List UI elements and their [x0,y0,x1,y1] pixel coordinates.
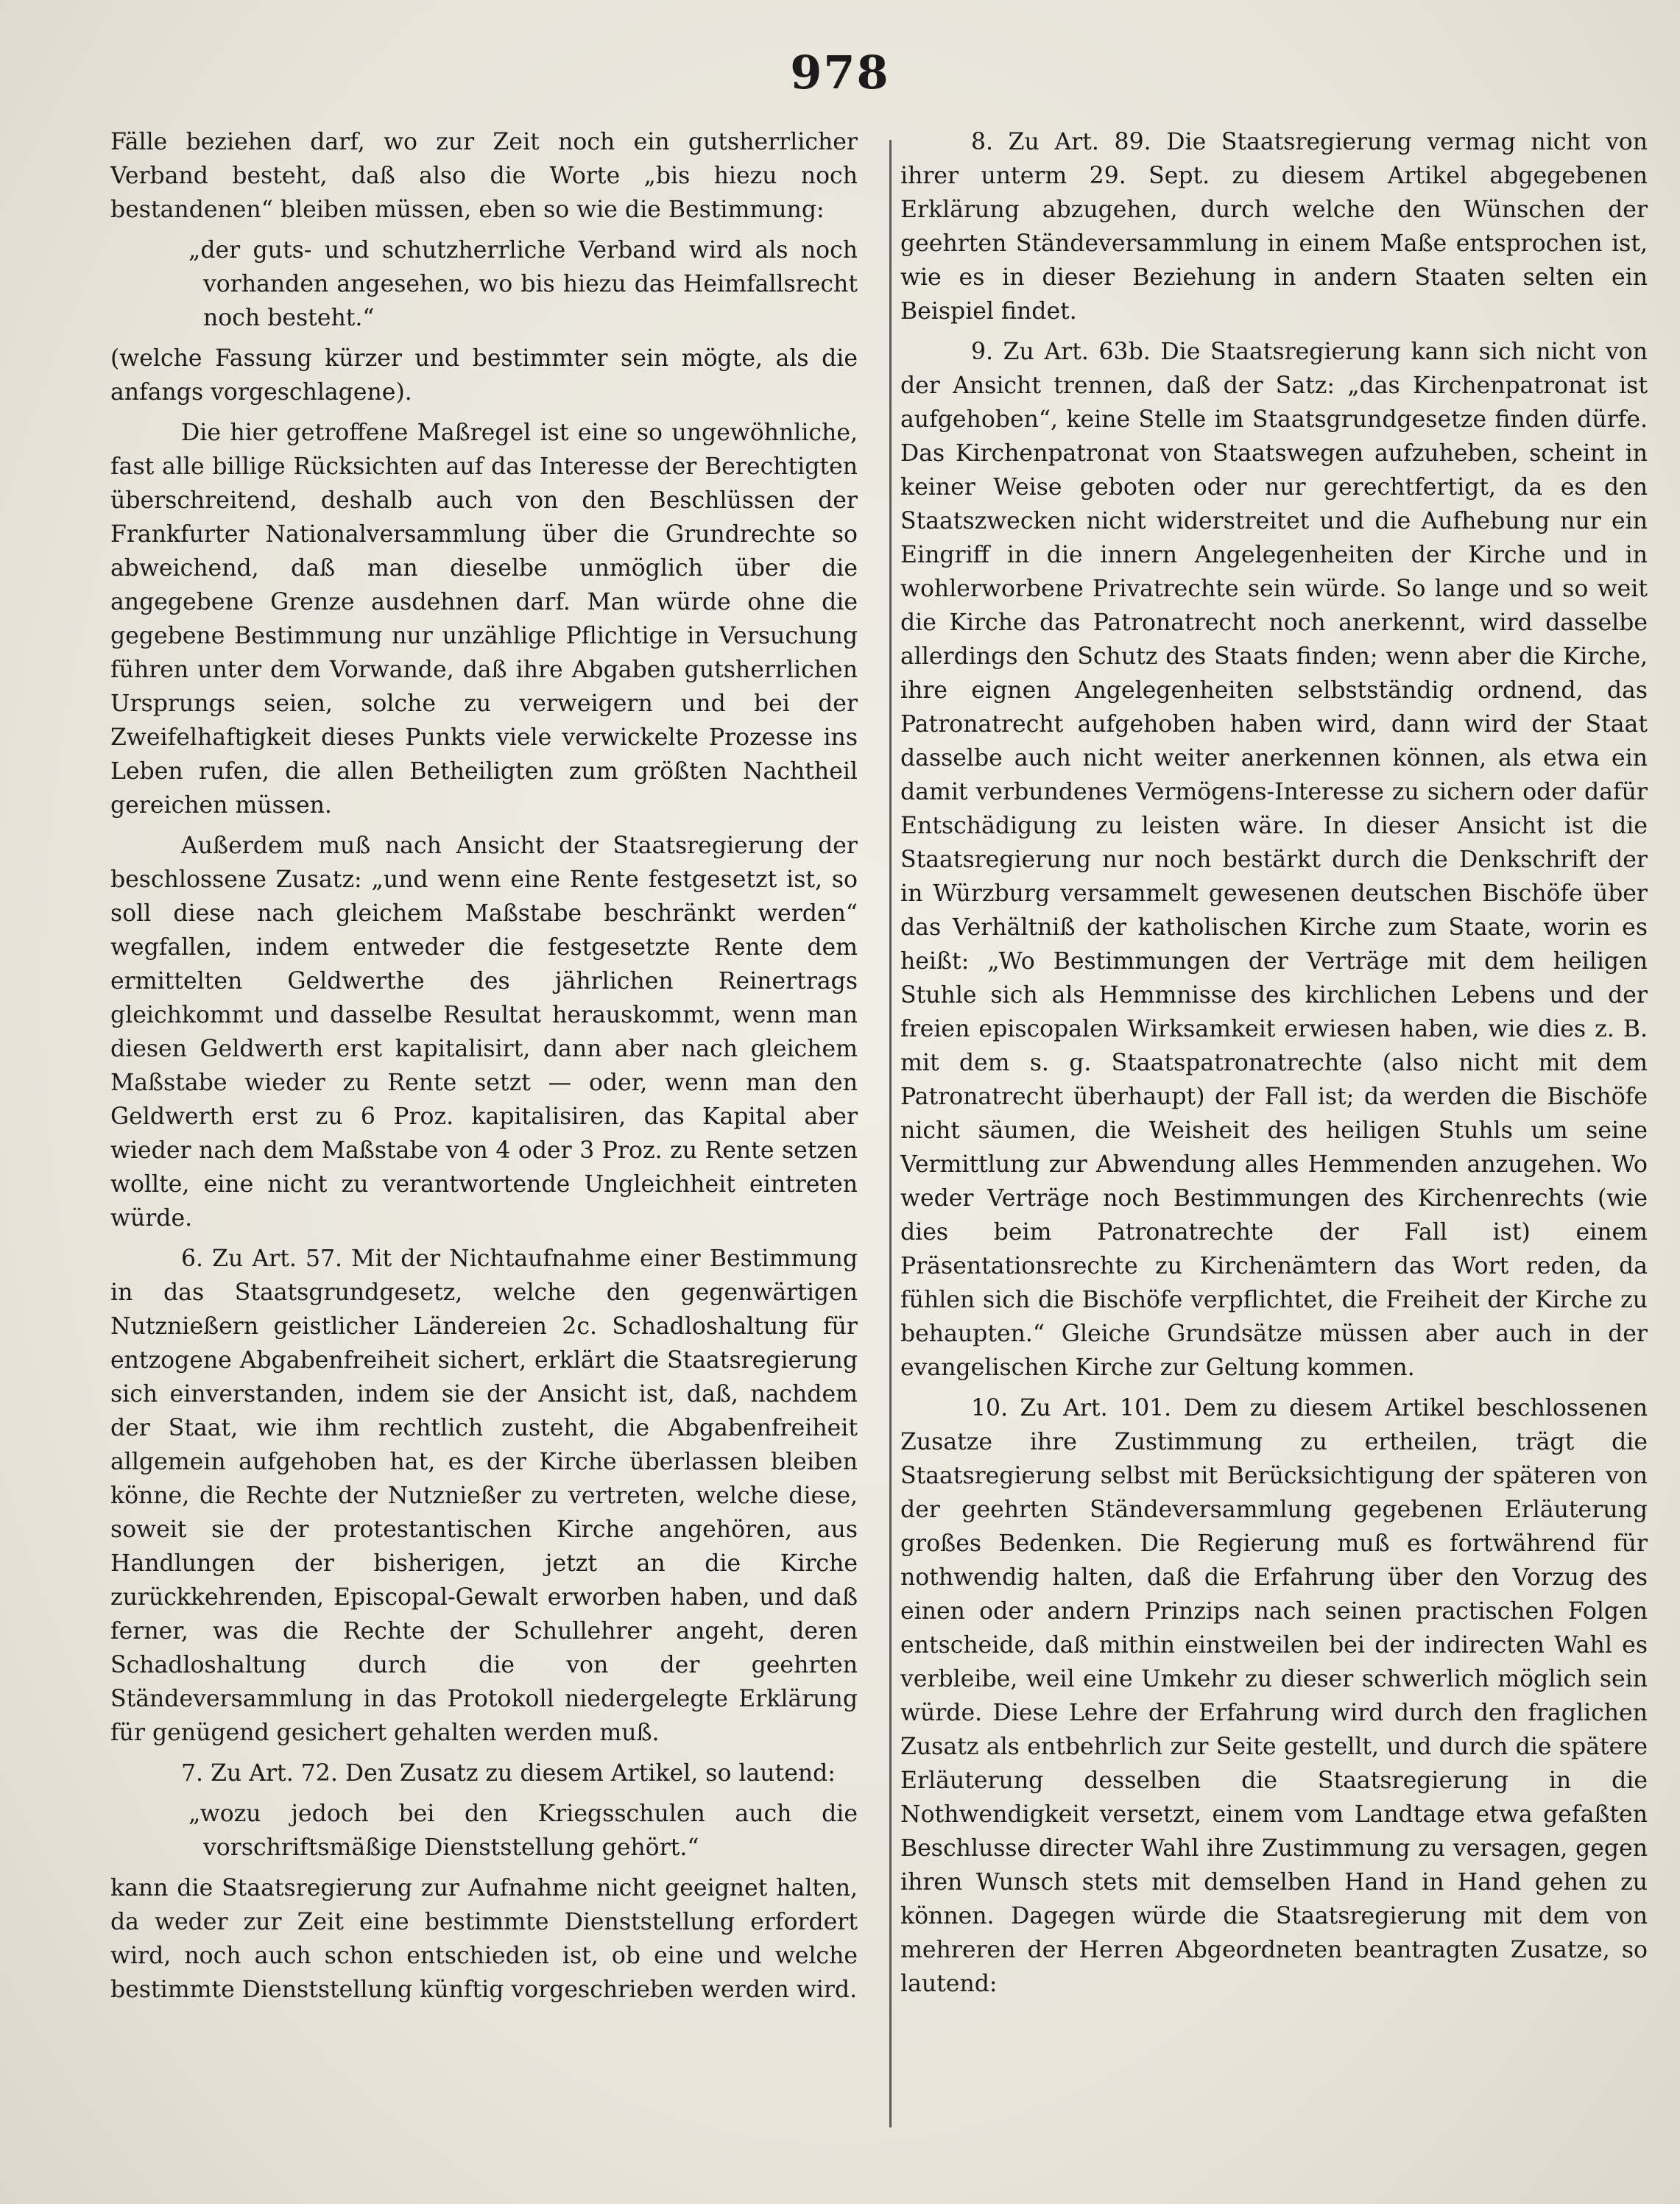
section-7-art-72: 7. Zu Art. 72. Den Zusatz zu diesem Artikel, so lautend: [181,1760,836,1787]
column-divider [889,140,892,2127]
section-9-art-63b: 9. Zu Art. 63b. Die Staatsregierung kann sich nicht von der Ansicht trennen, daß der Satz: „das Kirchenpatronat ist aufgehoben“, keine Stelle im Staatsgrundgesetze finden dürfe. Das Kirchenpatronat von Staatswegen aufzuheben, scheint in keiner Weise geboten oder nur gerechtfertigt, da es den Staatszwecken nicht widerstreitet und die Aufhebung nur ein Eingriff in die innern Angelegenheiten der Kirche und in wohlerworbene Privatrechte sein würde. So lange und so weit die Kirche das Patronatrecht noch anerkennt, wird dasselbe allerdings den Schutz des Staats finden; wenn aber die Kirche, ihre eignen Angelegenheiten selbstständig ordnend, das Patronatrecht aufgehoben haben wird, dann wird der Staat dasselbe auch nicht weiter anerkennen können, als etwa ein damit verbundenes Vermögens-Interesse zu sichern oder dafür Entschädigung zu leisten wäre. In dieser Ansicht ist die Staatsregierung nur noch bestärkt durch die Denkschrift der in Würzburg versammelt gewesenen deutschen Bischöfe über das Verhältniß der katholischen Kirche zum Staate, worin es heißt: „Wo Bestimmungen der Verträge mit dem heiligen Stuhle sich als Hemmnisse des kirchlichen Lebens und der freien episcopalen Wirksamkeit erwiesen haben, wie dies z. B. mit dem s. g. Staatspatronatrechte (also nicht mit dem Patronatrecht überhaupt) der Fall ist; da werden die Bischöfe nicht säumen, die Weisheit des heiligen Stuhls um seine Vermittlung zur Abwendung alles Hemmenden anzugehen. Wo weder Verträge noch Bestimmungen des Kirchenrechts (wie dies beim Patronatrechte der Fall ist) einem Präsentationsrechte zu Kirchenämtern das Wort reden, da fühlen sich die Bischöfe verpflichtet, die Freiheit der Kirche zu behaupten.“ Gleiche Grundsätze müssen aber auch in der evangelischen Kirche zur Geltung kommen. [900,339,1648,1381]
right-column [900,125,1648,2007]
paragraph-guts-verband-intro: Fälle beziehen darf, wo zur Zeit noch ein gutsherrlicher Verband besteht, daß also die Worte „bis hiezu noch bestandenen“ bleiben müssen, eben so wie die Bestimmung: [110,129,858,223]
quote-heimfallsrecht: „der guts- und schutzherrliche Verband wird als noch vorhanden angesehen, wo bis hiezu das Heimfallsrecht noch besteht.“ [188,237,858,331]
paragraph-dienststellung: kann die Staatsregierung zur Aufnahme nicht geeignet halten, da weder zur Zeit eine bestimmte Dienststellung erfordert wird, noch auch schon entschieden ist, ob eine und welche bestimmte Dienststellung künftig vorgeschrieben werden wird. [110,1875,858,2003]
section-10-art-101: 10. Zu Art. 101. Dem zu diesem Artikel beschlossenen Zusatze ihre Zustimmung zu ertheilen, trägt die Staatsregierung selbst mit Berücksichtigung der späteren von der geehrten Ständeversammlung gegebenen Erläuterung großes Bedenken. Die Regierung muß es fortwährend für nothwendig halten, daß die Erfahrung über den Vorzug des einen oder andern Prinzips nach seinen practischen Folgen entscheide, daß mithin einstweilen bei der indirecten Wahl es verbleibe, weil eine Umkehr zu dieser schwerlich möglich sein würde. Diese Lehre der Erfahrung wird durch den fraglichen Zusatz als entbehrlich zur Seite gestellt, und durch die spätere Erläuterung desselben die Staatsregierung in die Nothwendigkeit versetzt, einem vom Landtage etwa gefaßten Beschlusse directer Wahl ihre Zustimmung zu versagen, gegen ihren Wunsch stets mit demselben Hand in Hand gehen zu können. Dagegen würde die Staatsregierung mit dem von mehreren der Herren Abgeordneten beantragten Zusatze, so lautend: [900,1395,1648,1997]
left-column [110,125,858,2013]
section-8-art-89: 8. Zu Art. 89. Die Staatsregierung vermag nicht von ihrer unterm 29. Sept. zu diesem Artikel abgegebenen Erklärung abzugehen, durch welche den Wünschen der geehrten Ständeversammlung in einem Maße entsprochen ist, wie es in dieser Beziehung in andern Staaten selten ein Beispiel findet. [900,129,1648,325]
page-number: 978 [790,46,890,99]
paragraph-rente-zusatz: Außerdem muß nach Ansicht der Staatsregierung der beschlossene Zusatz: „und wenn eine Rente festgesetzt ist, so soll diese nach gleichem Maßstabe beschränkt werden“ wegfallen, indem entweder die festgesetzte Rente dem ermittelten Geldwerthe des jährlichen Reinertrags gleichkommt und dasselbe Resultat herauskommt, wenn man diesen Geldwerth erst kapitalisirt, dann aber nach gleichem Maßstabe wieder zu Rente setzt — oder, wenn man den Geldwerth erst zu 6 Proz. kapitalisiren, das Kapital aber wieder nach dem Maßstabe von 4 oder 3 Proz. zu Rente setzen wollte, eine nicht zu verantwortende Ungleichheit eintreten würde. [110,833,858,1232]
paragraph-fassung: (welche Fassung kürzer und bestimmter sein mögte, als die anfangs vorgeschlagene). [110,345,858,406]
section-6-art-57: 6. Zu Art. 57. Mit der Nichtaufnahme einer Bestimmung in das Staatsgrundgesetz, welche den gegenwärtigen Nutznießern geistlicher Ländereien 2c. Schadloshaltung für entzogene Abgabenfreiheit sichert, erklärt die Staatsregierung sich einverstanden, indem sie der Ansicht ist, daß, nachdem der Staat, wie ihm rechtlich zusteht, die Abgabenfreiheit allgemein aufgehoben hat, es der Kirche überlassen bleiben könne, die Rechte der Nutznießer zu vertreten, welche diese, soweit sie der protestantischen Kirche angehören, aus Handlungen der bisherigen, jetzt an die Kirche zurückkehrenden, Episcopal-Gewalt erworben haben, und daß ferner, was die Rechte der Schullehrer angeht, deren Schadloshaltung durch die von der geehrten Ständeversammlung in das Protokoll niedergelegte Erklärung für genügend gesichert gehalten werden muß. [110,1246,858,1746]
quote-kriegsschulen: „wozu jedoch bei den Kriegsschulen auch die vorschriftsmäßige Dienststellung gehört.“ [188,1801,858,1861]
paragraph-massregel: Die hier getroffene Maßregel ist eine so ungewöhnliche, fast alle billige Rücksichten auf das Interesse der Berechtigten überschreitend, deshalb auch von den Beschlüssen der Frankfurter Nationalversammlung über die Grundrechte so abweichend, daß man dieselbe unmöglich über die angegebene Grenze ausdehnen darf. Man würde ohne die gegebene Bestimmung nur unzählige Pflichtige in Versuchung führen unter dem Vorwande, daß ihre Abgaben gutsherrlichen Ursprungs seien, solche zu verweigern und bei der Zweifelhaftigkeit dieses Punkts viele verwickelte Prozesse ins Leben rufen, die allen Betheiligten zum größten Nachtheil gereichen müssen. [110,420,858,819]
